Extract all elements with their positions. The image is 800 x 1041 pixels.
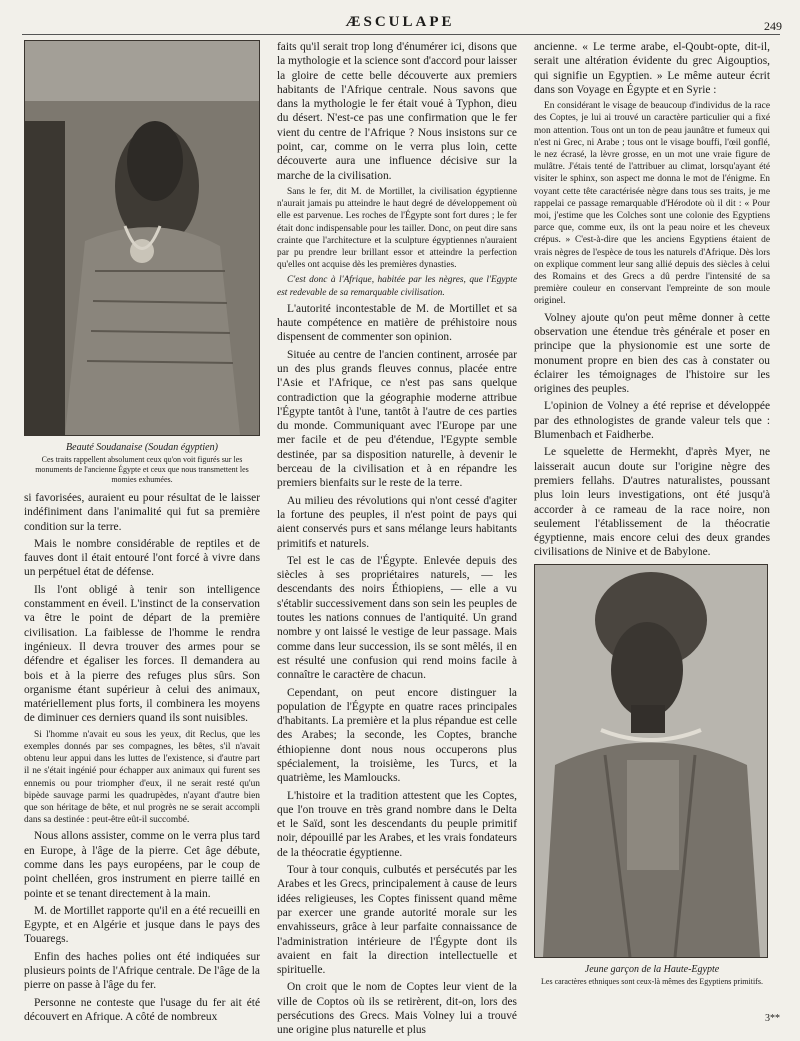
col2-paragraph: Tel est le cas de l'Égypte. Enlevée depuis des siècles à ses propriétaires naturels, — les descendants des noirs Éthiopiens, — elle a vu s'établir successivement dans son sein les peuples de toutes les nations connues de l'antiquité. Un grand nombre y ont laissé le vestige de leur passage. Mais comme dans leur succession, ils se sont mêlés, il en est résulté une confusion qui rend moins facile à connaître le caractère de chacun. [277,554,517,682]
col2-paragraph: Au milieu des révolutions qui n'ont cessé d'agiter la fortune des peuples, il n'est point de pays qui aient conservés purs et sans mélange leurs habitants primitifs et naturels. [277,494,517,550]
col3-paragraph: Volney ajoute qu'on peut même donner à cette observation une étendue très générale et poser en principe que la physionomie est une sorte de monument propre en bien des cas à constater ou éclairer les témoignages de l'histoire sur les origines des peuples. [534,311,770,396]
column-2 [277,40,517,1041]
photo-young-boy-illustration [535,565,767,957]
col1-paragraph: Nous allons assister, comme on le verra plus tard en Europe, à l'âge de la pierre. Cet âge débute, comme dans les pays européens, par le coup de point chelléen, gros instrument en pierre taillé en pointe et se tenant directement à la main. [24,830,260,900]
col3-quote: En considérant le visage de beaucoup d'individus de la race des Coptes, je lui ai trouvé un caractère particulier qui a fixé mon attention. Tous ont un ton de peau jaunâtre et fumeux qui n'est ni Grec, ni Arabe ; tous ont le visage bouffi, l'œil gonflé, le nez écrasé, la lèvre grosse, en un mot une vraie figure de mulâtre. J'étais tenté de l'attribuer au climat, lorsqu'ayant été visiter le sphinx, son aspect me donna le mot de l'énigme. En voyant cette tête caractérisée nègre dans tous ses traits, je me rappelai ce passage remarquable d'Hérodote où il dit : « Pour moi, j'estime que les Colches sont une colonie des Egyptiens parce que, comme eux, ils ont la peau noire et les cheveux crépus. » C'est-à-dire que les anciens Egyptiens étaient de vrais nègres de l'espèce de tous les naturels d'Afrique. Dès lors on explique comment leur sang allié depuis des siècles à celui des Romains et des Grecs a dû perdre l'intensité de sa première couleur en conservant l'empreinte de son moule originel. [534,101,770,307]
header-rule [22,34,780,35]
col1-paragraph: Mais le nombre considérable de reptiles et de fauves dont il était entouré l'ont forcé à vivre dans un perpétuel état de défense. [24,537,260,579]
figure-2-caption-title: Jeune garçon de la Haute-Egypte [584,963,720,975]
col2-paragraph: L'histoire et la tradition attestent que les Coptes, que l'on trouve en très grand nombre dans le Delta et le Saïd, sont les descendants du peuple primitif noir, dépouillé par les Arabes, et les vrais fondateurs de la théocratie égyptienne. [277,789,517,859]
col2-quote-conclusion: C'est donc à l'Afrique, habitée par les nègres, que l'Egypte est redevable de sa remarquable civilisation. [277,275,517,298]
column-1 [24,40,260,1027]
column-3 [534,40,770,993]
col2-paragraph: Située au centre de l'ancien continent, arrosée par un des plus grands fleuves connus, placée entre l'Asie et l'Afrique, ce n'est pas sans quelque contradiction que la géographie moderne attribue l'Égypte tantôt à l'une, tantôt à l'autre de ces parties du monde. Communiquant avec l'Europe par une mer facile et de peu d'étendue, l'Egypte semble destinée, par sa disposition naturelle, à devenir le berceau de la civilisation et à en répandre les premiers bienfaits sur le reste de la terre. [277,348,517,490]
col2-quote: Sans le fer, dit M. de Mortillet, la civilisation égyptienne n'aurait jamais pu atteindre le haut degré de développement où elle est parvenue. Les roches de l'Égypte sont fort dures ; le fer était donc indispensable pour les tailler. Donc, on peut dire sans crainte que l'architecture et la sculpture égyptiennes n'auraient par pu prendre leur brillant essor et atteindre la perfection qu'elles ont acquise dès les premières dynasties. [277,186,517,271]
col2-paragraph: faits qu'il serait trop long d'énumérer ici, disons que la mythologie et la science sont d'accord pour laisser la gloire de cette belle découverte aux premiers habitants de l'Afrique centrale. Nous savons que dans la mythologie le fer était voué à Typhon, dieu du désert. N'est-ce pas une confirmation que le fer vient du centre de l'Afrique ? Nous insistons sur ce point, car, comme on le verra plus loin, cette découverte aura une influence décisive sur la marche de la civilisation. [277,41,517,182]
col1-paragraph: si favorisées, auraient eu pour résultat de le laisser indéfiniment dans l'animalité qui fut sa première condition sur la terre. [24,492,260,533]
signature-mark: 3** [765,1013,780,1024]
col1-paragraph: Personne ne conteste que l'usage du fer ait été découvert en Afrique. A côté de nombreux [24,996,260,1023]
col2-paragraph: Cependant, on peut encore distinguer la population de l'Égypte en quatre races principales d'habitants. La première et la plus répandue est celle des Arabes; la seconde, les Coptes, branche éthiopienne dont nous nous occuperons plus spécialement, la troisième, les Turcs, et la quatrième, les Mamloucks. [277,686,517,785]
page-number: 249 [764,19,782,33]
col1-paragraph: Enfin des haches polies ont été indiquées sur plusieurs points de l'Afrique centrale. De l'âge de la pierre on passe à l'âge du fer. [24,950,260,992]
col1-paragraph: Ils l'ont obligé à tenir son intelligence constamment en éveil. L'instinct de la conservation va être le point de départ de la première civilisation. La faiblesse de l'homme le rendra ingénieux. Il devra trouver des armes pour se défendre et égaliser les forces. Il demandera au bois et à la pierre des refuges plus sûrs. Son organisme étant supérieur à celui des animaux, matériellement plus forts, il combinera les moyens de diminuer ces derniers quand ils sont nuisibles. [24,583,260,725]
photo-sudanese-woman [24,40,260,436]
journal-title: ÆSCULAPE [345,14,455,30]
col3-paragraph: ancienne. « Le terme arabe, el-Qoubt-opte, dit-il, serait une altération évidente du grec Aigouptios, qui signifie un Egyptien. » Le même auteur écrit dans son Voyage en Égypte et en Syrie : [534,41,770,96]
photo-sudanese-woman-illustration [25,41,259,435]
col2-paragraph: On croit que le nom de Coptes leur vient de la ville de Coptos où ils se retirèrent, dit-on, lors des persécutions des Grecs. Mais Volney lui a trouvé une origine plus naturelle et plus [277,981,517,1037]
figure-1-caption-text: Ces traits rappellent absolument ceux qu'on voit figurés sur les monuments de l'ancienne Égypte et ceux que nous transmettent les momies exhumées. [35,455,249,484]
col3-paragraph: Le squelette de Hermekht, d'après Myer, ne laisserait aucun doute sur l'origine nègre des premiers fellahs. D'autres naturalistes, poussant plus loin leurs investigations, ont été jusqu'à accorder à ce rameau de la race noire, non seulement l'établissement de la théocratie égyptienne, mais encore celui des deux grandes civilisations de Ninive et de Babylone. [534,446,770,559]
col2-paragraph: L'autorité incontestable de M. de Mortillet et sa haute compétence en matière de préhistoire nous dispensent de commenter son opinion. [277,302,517,344]
col2-paragraph: Tour à tour conquis, culbutés et persécutés par les Arabes et les Grecs, principalement à cause de leurs idées religieuses, les Coptes finissent quand même par exercer une grande autorité morale sur les envahisseurs, grâce à leur parfaite connaissance de l'administration intérieure de l'Égypte dont ils avaient en fait la direction intellectuelle et spirituelle. [277,864,517,977]
figure-2-caption-text: Les caractères ethniques sont ceux-là mêmes des Egyptiens primitifs. [541,976,763,986]
col1-paragraph: M. de Mortillet rapporte qu'il en a été recueilli en Egypte, et en Algérie et jusque dans le pays des Touaregs. [24,904,260,946]
col3-paragraph: L'opinion de Volney a été reprise et développée par des ethnologistes de grande valeur tels que : Blumenbach et Faidherbe. [534,400,770,442]
photo-young-boy [534,564,768,958]
figure-1-caption-title: Beauté Soudanaise (Soudan égyptien) [66,442,218,453]
col1-quote: Si l'homme n'avait eu sous les yeux, dit Reclus, que les exemples donnés par ses compagnes, les bêtes, s'il n'avait obtenu leur appui dans les luttes de l'existence, si d'autre part il ne s'était ingénié pour échapper aux animaux qui furent ses ennemis ou pour triompher d'eux, il ne serait resté qu'un bipède sauvage parmi les quadrupèdes, n'ayant d'autre bien que son héritage de bête, et nul progrès ne se serait accompli dans sa destinée : peut-être eût-il succombé. [24,729,260,826]
